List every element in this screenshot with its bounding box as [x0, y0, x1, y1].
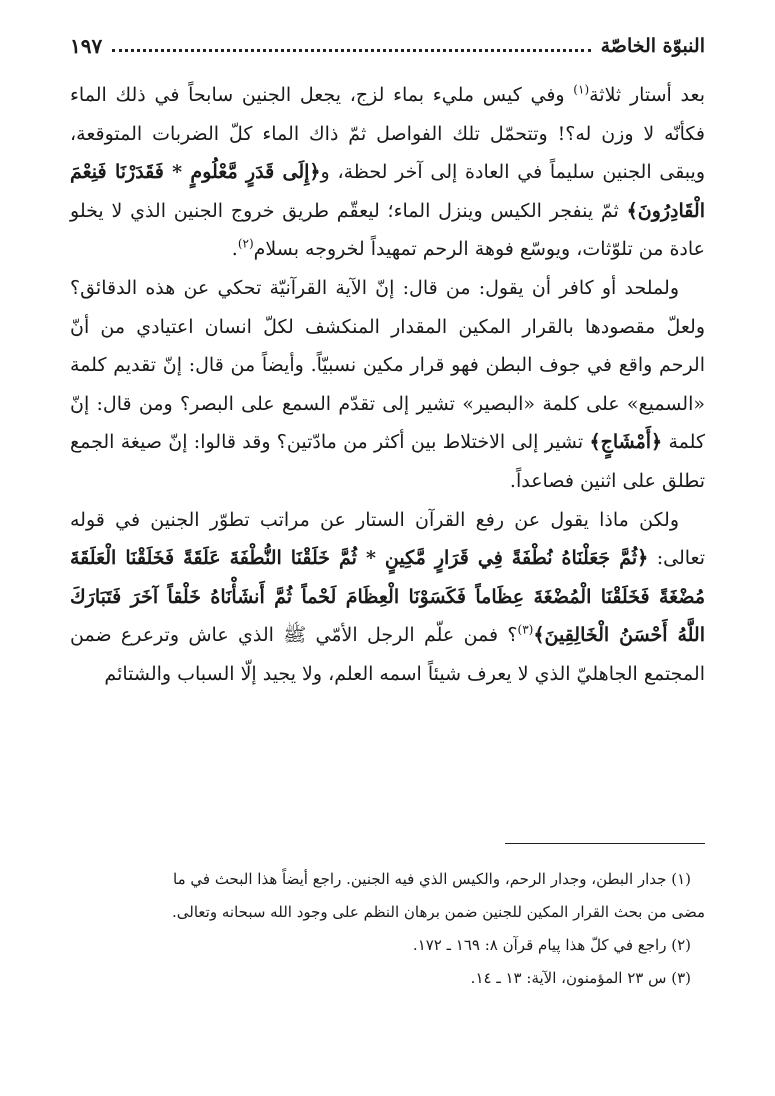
- page-number: ١٩٧: [70, 34, 103, 58]
- text-run: بعد أستار ثلاثة: [589, 84, 705, 106]
- text-run: ولكن ماذا يقول عن رفع القرآن الستار عن مراتب تطوّر الجنين في قوله تعالى:: [70, 508, 706, 570]
- text-run: ؟ فمن علّم الرجل الأمّي ﷺ الذي عاش وترعرع ضمن المجتمع الجاهليّ الذي لا يعرف شيئاً اسمه العلم، ولا يجيد إلّا السباب والشتائم: [70, 624, 705, 685]
- footnote-2: (٢) راجع في كلّ هذا پيام قرآن ٨: ١٦٩ ـ ١٧٢.: [412, 936, 691, 954]
- footnote-ref-2: (٢): [237, 237, 254, 252]
- footnote-ref-3: (٣): [517, 622, 534, 637]
- quran-word: ﴿أَمْشَاجٍ﴾: [589, 431, 663, 454]
- text-run: ثمّ ينفجر الكيس وينزل الماء؛ ليعقّم طريق خروج الجنين الذي لا يخلو عادة من تلوّثات، ويوسّع فوهة الرحم تمهيداً لخروجه بسلام: [70, 199, 705, 261]
- footnotes: [70, 863, 705, 995]
- paragraph-1: [70, 76, 705, 269]
- book-page: [70, 28, 706, 987]
- header-dotted-leader: [112, 41, 590, 52]
- main-text: [70, 76, 705, 694]
- footnote-1-continued: مضى من بحث القرار المكين للجنين ضمن برهان النظم على وجود الله سبحانه وتعالى.: [172, 903, 705, 921]
- chapter-title: النبوّة الخاصّة: [600, 35, 705, 57]
- footnote-separator: [505, 843, 705, 844]
- footnote-ref-1: (١): [573, 82, 590, 97]
- text-run: تشير إلى الاختلاط بين أكثر من مادّتين؟ وقد قالوا: إنّ صيغة الجمع تطلق على اثنين فصاعداً.: [70, 431, 705, 492]
- footnote-3: (٣) س ٢٣ المؤمنون، الآية: ١٣ ـ ١٤.: [470, 969, 691, 987]
- quran-verse: ﴿إِلَى قَدَرٍ مَّعْلُومٍ * فَقَدَرْنَا فَنِعْمَ الْقَادِرُونَ﴾: [70, 161, 705, 222]
- text-run: ولملحد أو كافر أن يقول: من قال: إنّ الآية القرآنيّة تحكي عن هذه الدقائق؟ ولعلّ مقصودها بالقرار المكين المقدار المنكشف لكلّ انسان اعتيادي من أنّ الرحم واقع في جوف البطن فهو قرار مكين نسبيّاً. وأيضاً من قال: إنّ تقديم كلمة «السميع» على كلمة «البصير» تشير إلى تقدّم السمع على البصر؟ ومن قال: إنّ كلمة: [70, 276, 705, 454]
- text-run: وفي كيس مليء بماء لزج، يجعل الجنين سابحاً في ذلك الماء فكأنّه لا وزن له؟! وتتحمّل تلك الفواصل ثمّ ذاك الماء كلّ الضربات المتوقعة، ويبقى الجنين سليماً في العادة إلى آخر لحظة، و: [70, 84, 705, 184]
- quran-verse: ﴿ثُمَّ جَعَلْنَاهُ نُطْفَةً فِي قَرَارٍ مَّكِينٍ * ثُمَّ خَلَقْنَا النُّطْفَةَ عَلَقَةً فَخَلَقْنَا الْعَلَقَةَ مُضْغَةً فَخَلَقْنَا الْمُضْغَةَ عِظَاماً فَكَسَوْنَا الْعِظَامَ لَحْماً ثُمَّ أَنشَأْنَاهُ خَلْقاً آخَرَ فَتَبَارَكَ اللَّهُ أَحْسَنُ الْخَالِقِينَ﴾: [70, 547, 705, 647]
- paragraph-3: [70, 501, 705, 694]
- text-run: .: [231, 238, 238, 261]
- running-header: [70, 28, 705, 64]
- paragraph-2: [70, 269, 705, 501]
- footnote-1: (١) جدار البطن، وجدار الرحم، والكيس الذي فيه الجنين. راجع أيضاً هذا البحث في ما: [173, 870, 691, 888]
